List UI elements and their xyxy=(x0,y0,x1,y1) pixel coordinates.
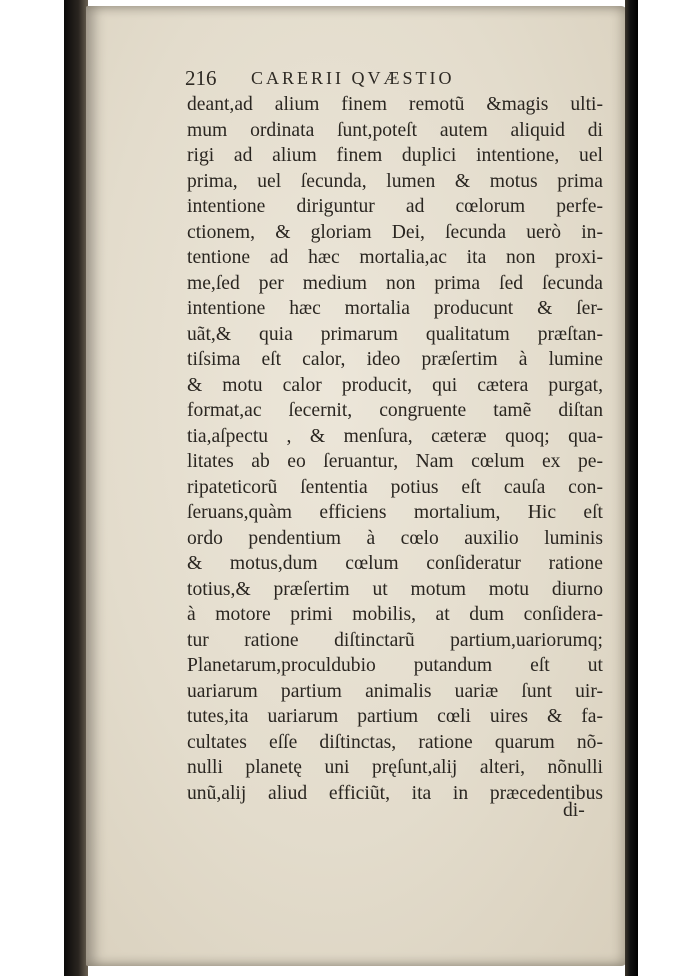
page-header xyxy=(185,66,605,94)
text-line: unũ,alij aliud efficiũt, ita in præcedentibus xyxy=(187,782,603,804)
catchword: di- xyxy=(563,800,585,821)
text-line: tiſsima eſt calor, ideo præſertim à lumine xyxy=(187,349,603,370)
text-line: & motus,dum cœlum conſideratur ratione xyxy=(187,553,603,574)
text-line: intentione diriguntur ad cœlorum perfe- xyxy=(187,196,603,217)
text-line: ripateticorũ ſententia potius eſt cauſa con- xyxy=(187,476,603,498)
text-line: tia,aſpectu , & menſura, cæteræ quoq; qua- xyxy=(187,425,603,447)
text-line: uariarum partium animalis uariæ ſunt uir- xyxy=(187,680,603,702)
text-line: à motore primi mobilis, at dum conſidera- xyxy=(187,604,603,625)
text-line: Planetarum,proculdubio putandum eſt ut xyxy=(187,655,603,676)
text-line: deant,ad alium finem remotũ &magis ulti- xyxy=(187,94,603,115)
body-text xyxy=(187,92,603,806)
running-title: CARERII QVÆSTIO xyxy=(251,68,455,88)
text-line: litates ab eo ſeruantur, Nam cœlum ex pe- xyxy=(187,451,603,472)
text-line: prima, uel ſecunda, lumen & motus prima xyxy=(187,170,603,192)
text-line: ſeruans,quàm efficiens mortalium, Hic eſt xyxy=(187,502,603,523)
book-gutter-shadow xyxy=(64,0,88,976)
text-line: format,ac ſecernit, congruente tamẽ diſtan xyxy=(187,400,603,421)
page-number: 216 xyxy=(185,66,217,90)
text-line: ctionem, & gloriam Dei, ſecunda uerò in- xyxy=(187,221,603,243)
text-line: cultates eſſe diſtinctas, ratione quarum nõ- xyxy=(187,731,603,753)
text-line: tentione ad hæc mortalia,ac ita non proxi- xyxy=(187,247,603,268)
text-line: nulli planetę uni pręſunt,alij alteri, nõnulli xyxy=(187,757,603,778)
text-line: me,ſed per medium non prima ſed ſecunda xyxy=(187,272,603,294)
book-edge-shadow xyxy=(625,0,638,976)
text-line: ordo pendentium à cœlo auxilio luminis xyxy=(187,527,603,549)
text-line: rigi ad alium finem duplici intentione, uel xyxy=(187,145,603,166)
text-line: tur ratione diſtinctarũ partium,uariorumq; xyxy=(187,629,603,651)
text-line: intentione hæc mortalia producunt & ſer- xyxy=(187,298,603,319)
text-line: mum ordinata ſunt,poteſt autem aliquid di xyxy=(187,119,603,141)
text-line: uãt,& quia primarum qualitatum præſtan- xyxy=(187,323,603,345)
text-line: totius,& præſertim ut motum motu diurno xyxy=(187,578,603,600)
text-line: & motu calor producit, qui cætera purgat, xyxy=(187,374,603,396)
text-line: tutes,ita uariarum partium cœli uires & fa- xyxy=(187,706,603,727)
